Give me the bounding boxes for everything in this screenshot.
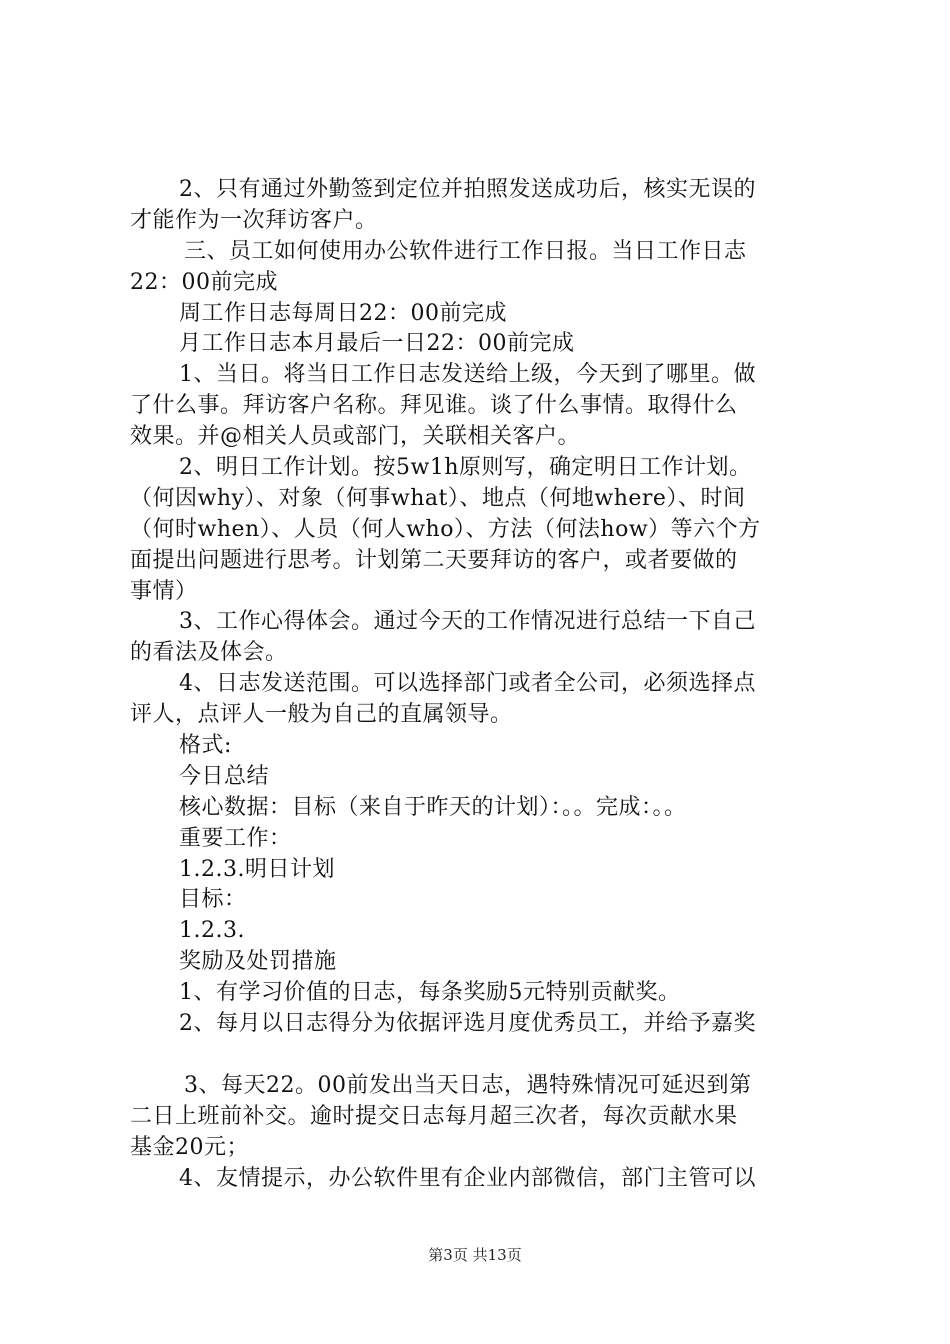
paragraph-line: 的看法及体会。 xyxy=(130,640,288,666)
paragraph-line: 3、工作心得体会。通过今天的工作情况进行总结一下自己 xyxy=(179,609,756,635)
paragraph-line: 1、有学习价值的日志，每条奖励5元特别贡献奖。 xyxy=(179,980,681,1006)
page-number-footer: 第3页 共13页 xyxy=(428,1246,522,1264)
paragraph-line: 效果。并@相关人员或部门，关联相关客户。 xyxy=(130,424,581,450)
paragraph-line: 3、每天22。00前发出当天日志，遇特殊情况可延迟到第 xyxy=(184,1072,752,1098)
paragraph-line: 1、当日。将当日工作日志发送给上级，今天到了哪里。做 xyxy=(179,362,756,388)
section-heading-line: 三、员工如何使用办公软件进行工作日报。当日工作日志 xyxy=(184,238,747,264)
paragraph-line: 核心数据：目标（来自于昨天的计划）：。。完成：。。 xyxy=(179,794,687,820)
paragraph-line: 今日总结 xyxy=(179,763,270,789)
paragraph-line: 重要工作： xyxy=(179,825,292,851)
paragraph-line: 22：00前完成 xyxy=(130,269,278,295)
section-heading-line: 奖励及处罚措施 xyxy=(179,949,337,975)
paragraph-line: 评人，点评人一般为自己的直属领导。 xyxy=(130,702,513,728)
blank-line xyxy=(130,1040,830,1071)
paragraph-line: 周工作日志每周日22：00前完成 xyxy=(179,300,507,326)
document-body xyxy=(130,175,830,1194)
paragraph-line: 1.2.3.明日计划 xyxy=(179,856,335,882)
paragraph-line: （何时when）、人员（何人who）、方法（何法how）等六个方 xyxy=(130,516,761,542)
paragraph-line: 基金20元； xyxy=(130,1134,249,1160)
paragraph-line: （何因why）、对象（何事what）、地点（何地where）、时间 xyxy=(130,485,746,511)
paragraph-line: 了什么事。拜访客户名称。拜见谁。谈了什么事情。取得什么 xyxy=(130,393,738,419)
paragraph-line: 才能作为一次拜访客户。 xyxy=(130,207,378,233)
paragraph-line: 2、每月以日志得分为依据评选月度优秀员工，并给予嘉奖 xyxy=(179,1011,756,1037)
paragraph-line: 面提出问题进行思考。计划第二天要拜访的客户，或者要做的 xyxy=(130,547,738,573)
paragraph-line: 目标： xyxy=(179,887,247,913)
paragraph-line: 月工作日志本月最后一日22：00前完成 xyxy=(179,331,575,357)
paragraph-line: 1.2.3. xyxy=(179,918,245,944)
paragraph-line: 4、友情提示，办公软件里有企业内部微信，部门主管可以 xyxy=(179,1165,756,1191)
paragraph-line: 2、只有通过外勤签到定位并拍照发送成功后，核实无误的 xyxy=(179,177,756,202)
paragraph-line: 二日上班前补交。逾时提交日志每月超三次者，每次贡献水果 xyxy=(130,1103,738,1129)
paragraph-line: 4、日志发送范围。可以选择部门或者全公司，必须选择点 xyxy=(179,671,756,697)
paragraph-line: 2、明日工作计划。按5w1h原则写，确定明日工作计划。 xyxy=(179,455,752,481)
paragraph-line: 事情） xyxy=(130,578,198,604)
format-label: 格式: xyxy=(179,733,232,759)
